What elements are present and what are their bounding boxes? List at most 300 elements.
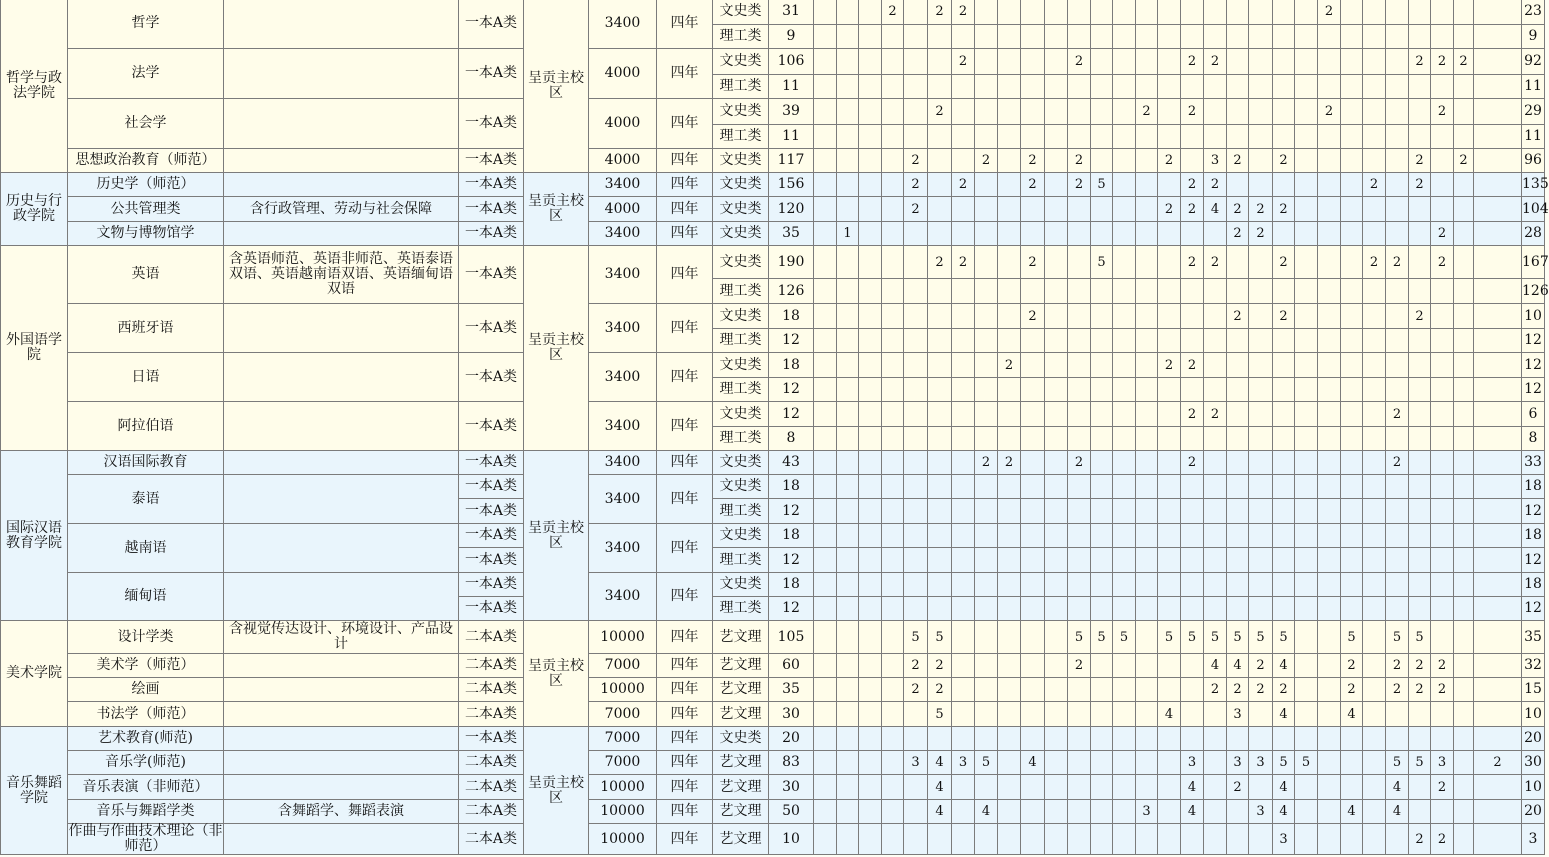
quota-cell (975, 353, 998, 378)
tuition-fee: 4000 (589, 99, 657, 149)
quota-cell (1474, 824, 1522, 855)
total-quota: 12 (769, 597, 814, 621)
quota-cell (837, 75, 859, 99)
quota-cell (1386, 378, 1409, 402)
quota-cell (1273, 427, 1295, 451)
subject-category: 艺文理 (713, 702, 769, 727)
quota-cell (1454, 378, 1474, 402)
quota-cell (1363, 75, 1386, 99)
batch-level: 一本A类 (459, 99, 524, 149)
batch-level: 一本A类 (459, 499, 524, 524)
quota-cell: 2 (1273, 197, 1295, 222)
quota-cell (1341, 751, 1363, 775)
quota-cell: 2 (1273, 678, 1295, 702)
quota-cell: 2 (904, 678, 928, 702)
quota-cell (1363, 678, 1386, 702)
quota-cell (904, 402, 928, 427)
quota-cell (1021, 197, 1045, 222)
remaining-quota: 28 (1522, 222, 1545, 246)
quota-cell (1091, 548, 1113, 573)
subject-category: 艺文理 (713, 751, 769, 775)
study-years: 四年 (657, 621, 713, 654)
quota-cell (814, 678, 837, 702)
quota-cell (998, 197, 1021, 222)
tuition-fee: 3400 (589, 246, 657, 304)
major-note (224, 654, 459, 678)
quota-cell: 2 (1204, 246, 1227, 279)
quota-cell (882, 329, 904, 353)
quota-cell (1454, 197, 1474, 222)
quota-cell (1227, 49, 1249, 75)
major-note (224, 475, 459, 524)
quota-cell (1181, 378, 1204, 402)
quota-cell (882, 597, 904, 621)
quota-cell: 2 (1227, 222, 1249, 246)
quota-cell (1249, 149, 1273, 173)
quota-cell (975, 548, 998, 573)
quota-cell (998, 573, 1021, 597)
quota-cell (1409, 75, 1431, 99)
quota-cell (1386, 573, 1409, 597)
quota-cell: 5 (1181, 621, 1204, 654)
quota-cell (1204, 751, 1227, 775)
study-years: 四年 (657, 727, 713, 751)
total-quota: 10 (769, 824, 814, 855)
quota-cell (998, 427, 1021, 451)
study-years: 四年 (657, 775, 713, 800)
remaining-quota: 18 (1522, 524, 1545, 548)
quota-cell (1318, 597, 1341, 621)
quota-cell (1273, 353, 1295, 378)
quota-cell: 2 (1273, 149, 1295, 173)
tuition-fee: 4000 (589, 149, 657, 173)
total-quota: 43 (769, 451, 814, 475)
major-note: 含视觉传达设计、环境设计、产品设计 (224, 621, 459, 654)
quota-cell (1227, 329, 1249, 353)
quota-cell (859, 597, 882, 621)
quota-cell (928, 149, 952, 173)
quota-cell (1021, 654, 1045, 678)
quota-cell (1474, 75, 1522, 99)
quota-cell (859, 451, 882, 475)
quota-cell (952, 573, 975, 597)
quota-cell (1295, 451, 1318, 475)
quota-cell (1431, 499, 1454, 524)
quota-cell: 4 (1273, 654, 1295, 678)
quota-cell: 2 (1386, 678, 1409, 702)
quota-cell (1249, 573, 1273, 597)
quota-cell (1409, 197, 1431, 222)
quota-cell (1227, 378, 1249, 402)
quota-cell (1341, 597, 1363, 621)
quota-cell (928, 304, 952, 329)
quota-cell (975, 597, 998, 621)
quota-cell: 4 (928, 775, 952, 800)
quota-cell (1068, 524, 1091, 548)
quota-cell (1091, 75, 1113, 99)
quota-cell (1318, 25, 1341, 49)
quota-cell (1363, 548, 1386, 573)
quota-cell (882, 125, 904, 149)
tuition-fee: 3400 (589, 475, 657, 524)
quota-cell (1158, 775, 1181, 800)
quota-cell (998, 621, 1021, 654)
quota-cell (814, 378, 837, 402)
total-quota: 50 (769, 800, 814, 824)
quota-cell (859, 702, 882, 727)
table-row (1, 451, 1545, 475)
quota-cell: 2 (1068, 451, 1091, 475)
quota-cell (1318, 654, 1341, 678)
quota-cell (1227, 427, 1249, 451)
quota-cell (814, 548, 837, 573)
quota-cell (1136, 451, 1158, 475)
quota-cell (1363, 222, 1386, 246)
remaining-quota: 12 (1522, 548, 1545, 573)
quota-cell (1204, 378, 1227, 402)
quota-cell: 3 (1431, 751, 1454, 775)
quota-cell (1341, 548, 1363, 573)
quota-cell (1113, 304, 1136, 329)
quota-cell (1386, 75, 1409, 99)
quota-cell (1454, 451, 1474, 475)
quota-cell (859, 197, 882, 222)
quota-cell (1136, 524, 1158, 548)
quota-cell: 2 (1341, 654, 1363, 678)
quota-cell (837, 329, 859, 353)
quota-cell (1204, 99, 1227, 125)
study-years: 四年 (657, 149, 713, 173)
quota-cell (1295, 329, 1318, 353)
quota-cell (1181, 597, 1204, 621)
quota-cell (882, 402, 904, 427)
quota-cell: 2 (1136, 99, 1158, 125)
quota-cell (859, 751, 882, 775)
quota-cell: 4 (975, 800, 998, 824)
subject-category: 理工类 (713, 548, 769, 573)
quota-cell (1273, 25, 1295, 49)
quota-cell: 2 (904, 654, 928, 678)
quota-cell (1474, 125, 1522, 149)
major-name: 公共管理类 (68, 197, 224, 222)
quota-cell (1249, 279, 1273, 304)
quota-cell (975, 402, 998, 427)
quota-cell (1454, 654, 1474, 678)
quota-cell (814, 49, 837, 75)
quota-cell (1021, 800, 1045, 824)
quota-cell: 2 (1158, 353, 1181, 378)
quota-cell (859, 427, 882, 451)
quota-cell (998, 678, 1021, 702)
subject-category: 艺文理 (713, 800, 769, 824)
remaining-quota: 8 (1522, 427, 1545, 451)
quota-cell (1341, 329, 1363, 353)
quota-cell (1045, 75, 1068, 99)
quota-cell (1273, 329, 1295, 353)
quota-cell (1318, 800, 1341, 824)
quota-cell (904, 49, 928, 75)
quota-cell: 2 (1021, 304, 1045, 329)
quota-cell: 2 (928, 246, 952, 279)
quota-cell (1021, 279, 1045, 304)
quota-cell (1136, 125, 1158, 149)
quota-cell (1045, 621, 1068, 654)
quota-cell (882, 197, 904, 222)
quota-cell (975, 727, 998, 751)
quota-cell (1136, 621, 1158, 654)
quota-cell (1113, 378, 1136, 402)
quota-cell (998, 824, 1021, 855)
quota-cell (998, 246, 1021, 279)
quota-cell (952, 678, 975, 702)
quota-cell (1431, 800, 1454, 824)
quota-cell (1021, 524, 1045, 548)
total-quota: 20 (769, 727, 814, 751)
total-quota: 9 (769, 25, 814, 49)
quota-cell (1045, 49, 1068, 75)
tuition-fee: 10000 (589, 678, 657, 702)
quota-cell (1409, 402, 1431, 427)
quota-cell (1341, 279, 1363, 304)
total-quota: 31 (769, 0, 814, 25)
quota-cell (1363, 125, 1386, 149)
tuition-fee: 3400 (589, 451, 657, 475)
quota-cell (1204, 329, 1227, 353)
quota-cell (1454, 548, 1474, 573)
batch-level: 二本A类 (459, 775, 524, 800)
major-note (224, 402, 459, 451)
quota-cell (1113, 149, 1136, 173)
quota-cell (1204, 25, 1227, 49)
quota-cell (882, 824, 904, 855)
quota-cell (1295, 800, 1318, 824)
quota-cell (1227, 125, 1249, 149)
quota-cell (1431, 524, 1454, 548)
quota-cell (882, 678, 904, 702)
subject-category: 文史类 (713, 353, 769, 378)
quota-cell (1227, 727, 1249, 751)
quota-cell (1409, 25, 1431, 49)
table-row (1, 524, 1545, 548)
quota-cell (882, 499, 904, 524)
quota-cell (1273, 173, 1295, 197)
major-note (224, 149, 459, 173)
quota-cell (837, 197, 859, 222)
quota-cell (1227, 173, 1249, 197)
quota-cell (1363, 824, 1386, 855)
quota-cell: 2 (904, 149, 928, 173)
batch-level: 一本A类 (459, 597, 524, 621)
major-name: 历史学（师范） (68, 173, 224, 197)
quota-cell (1136, 573, 1158, 597)
quota-cell (975, 125, 998, 149)
subject-category: 理工类 (713, 75, 769, 99)
major-name: 艺术教育(师范) (68, 727, 224, 751)
campus: 呈贡主校区 (524, 727, 589, 855)
quota-cell: 2 (975, 149, 998, 173)
quota-cell: 2 (1409, 678, 1431, 702)
quota-cell (1136, 75, 1158, 99)
quota-cell (1386, 99, 1409, 125)
quota-cell (882, 173, 904, 197)
quota-cell (1068, 727, 1091, 751)
quota-cell (904, 775, 928, 800)
quota-cell (859, 246, 882, 279)
quota-cell (904, 75, 928, 99)
quota-cell (1454, 678, 1474, 702)
quota-cell (1386, 353, 1409, 378)
quota-cell (1474, 402, 1522, 427)
quota-cell: 2 (1431, 775, 1454, 800)
quota-cell (1363, 99, 1386, 125)
quota-cell (1113, 125, 1136, 149)
quota-cell (1021, 727, 1045, 751)
quota-cell (882, 548, 904, 573)
quota-cell (1273, 0, 1295, 25)
quota-cell (1181, 222, 1204, 246)
quota-cell: 5 (1273, 751, 1295, 775)
quota-cell (1045, 499, 1068, 524)
quota-cell (975, 824, 998, 855)
quota-cell (1068, 597, 1091, 621)
college-name: 外国语学院 (1, 246, 68, 451)
study-years: 四年 (657, 173, 713, 197)
quota-cell (1341, 125, 1363, 149)
quota-cell (1363, 524, 1386, 548)
quota-cell (1409, 246, 1431, 279)
quota-cell (1295, 149, 1318, 173)
quota-cell (1409, 451, 1431, 475)
quota-cell (928, 451, 952, 475)
quota-cell (1158, 678, 1181, 702)
quota-cell (882, 378, 904, 402)
major-note (224, 573, 459, 621)
quota-cell (1021, 621, 1045, 654)
quota-cell (882, 353, 904, 378)
quota-cell (1474, 475, 1522, 499)
quota-cell (1021, 451, 1045, 475)
subject-category: 文史类 (713, 0, 769, 25)
quota-cell (814, 329, 837, 353)
quota-cell (952, 800, 975, 824)
quota-cell (952, 775, 975, 800)
quota-cell (1091, 304, 1113, 329)
quota-cell (837, 548, 859, 573)
quota-cell (998, 279, 1021, 304)
quota-cell (1474, 451, 1522, 475)
subject-category: 文史类 (713, 573, 769, 597)
quota-cell (998, 49, 1021, 75)
study-years: 四年 (657, 678, 713, 702)
quota-cell (1474, 99, 1522, 125)
remaining-quota: 96 (1522, 149, 1545, 173)
quota-cell (1021, 329, 1045, 353)
quota-cell (1409, 800, 1431, 824)
quota-cell: 2 (1431, 99, 1454, 125)
quota-cell (952, 329, 975, 353)
quota-cell (1181, 125, 1204, 149)
quota-cell (1136, 279, 1158, 304)
quota-cell (1386, 279, 1409, 304)
quota-cell (1454, 246, 1474, 279)
quota-cell (1204, 702, 1227, 727)
quota-cell (928, 824, 952, 855)
quota-cell (1474, 149, 1522, 173)
quota-cell (1431, 0, 1454, 25)
quota-cell (1318, 524, 1341, 548)
quota-cell (1454, 800, 1474, 824)
quota-cell (952, 451, 975, 475)
quota-cell (1454, 222, 1474, 246)
quota-cell (1113, 727, 1136, 751)
quota-cell (975, 702, 998, 727)
quota-cell (1158, 304, 1181, 329)
quota-cell (1021, 427, 1045, 451)
quota-cell (1454, 279, 1474, 304)
quota-cell (1068, 246, 1091, 279)
quota-cell (1454, 824, 1474, 855)
quota-cell (1295, 304, 1318, 329)
quota-cell: 5 (928, 621, 952, 654)
quota-cell: 2 (1158, 197, 1181, 222)
quota-cell (859, 353, 882, 378)
quota-cell (837, 727, 859, 751)
quota-cell (1318, 329, 1341, 353)
quota-cell (1227, 597, 1249, 621)
quota-cell (1227, 246, 1249, 279)
quota-cell (975, 654, 998, 678)
quota-cell: 2 (975, 451, 998, 475)
quota-cell (928, 173, 952, 197)
quota-cell (1295, 597, 1318, 621)
quota-cell: 2 (1474, 751, 1522, 775)
quota-cell (904, 451, 928, 475)
quota-cell (1386, 597, 1409, 621)
quota-cell (1409, 597, 1431, 621)
total-quota: 39 (769, 99, 814, 125)
quota-cell (1204, 451, 1227, 475)
quota-cell (859, 99, 882, 125)
quota-cell (952, 402, 975, 427)
quota-cell (1021, 378, 1045, 402)
quota-cell (1386, 475, 1409, 499)
quota-cell (1045, 222, 1068, 246)
quota-cell (952, 824, 975, 855)
quota-cell (1431, 197, 1454, 222)
quota-cell (1068, 475, 1091, 499)
quota-cell (1204, 222, 1227, 246)
quota-cell: 2 (928, 0, 952, 25)
quota-cell: 2 (1021, 149, 1045, 173)
quota-cell: 4 (1181, 800, 1204, 824)
quota-cell (998, 800, 1021, 824)
quota-cell (1204, 427, 1227, 451)
quota-cell (814, 197, 837, 222)
quota-cell (1386, 197, 1409, 222)
quota-cell (1363, 304, 1386, 329)
quota-cell (1136, 49, 1158, 75)
quota-cell (1158, 524, 1181, 548)
major-note: 含行政管理、劳动与社会保障 (224, 197, 459, 222)
quota-cell (1158, 279, 1181, 304)
quota-cell: 2 (1273, 246, 1295, 279)
quota-cell (1318, 125, 1341, 149)
quota-cell (1341, 475, 1363, 499)
quota-cell (1181, 149, 1204, 173)
major-note: 含舞蹈学、舞蹈表演 (224, 800, 459, 824)
quota-cell (1295, 573, 1318, 597)
quota-cell (1091, 475, 1113, 499)
